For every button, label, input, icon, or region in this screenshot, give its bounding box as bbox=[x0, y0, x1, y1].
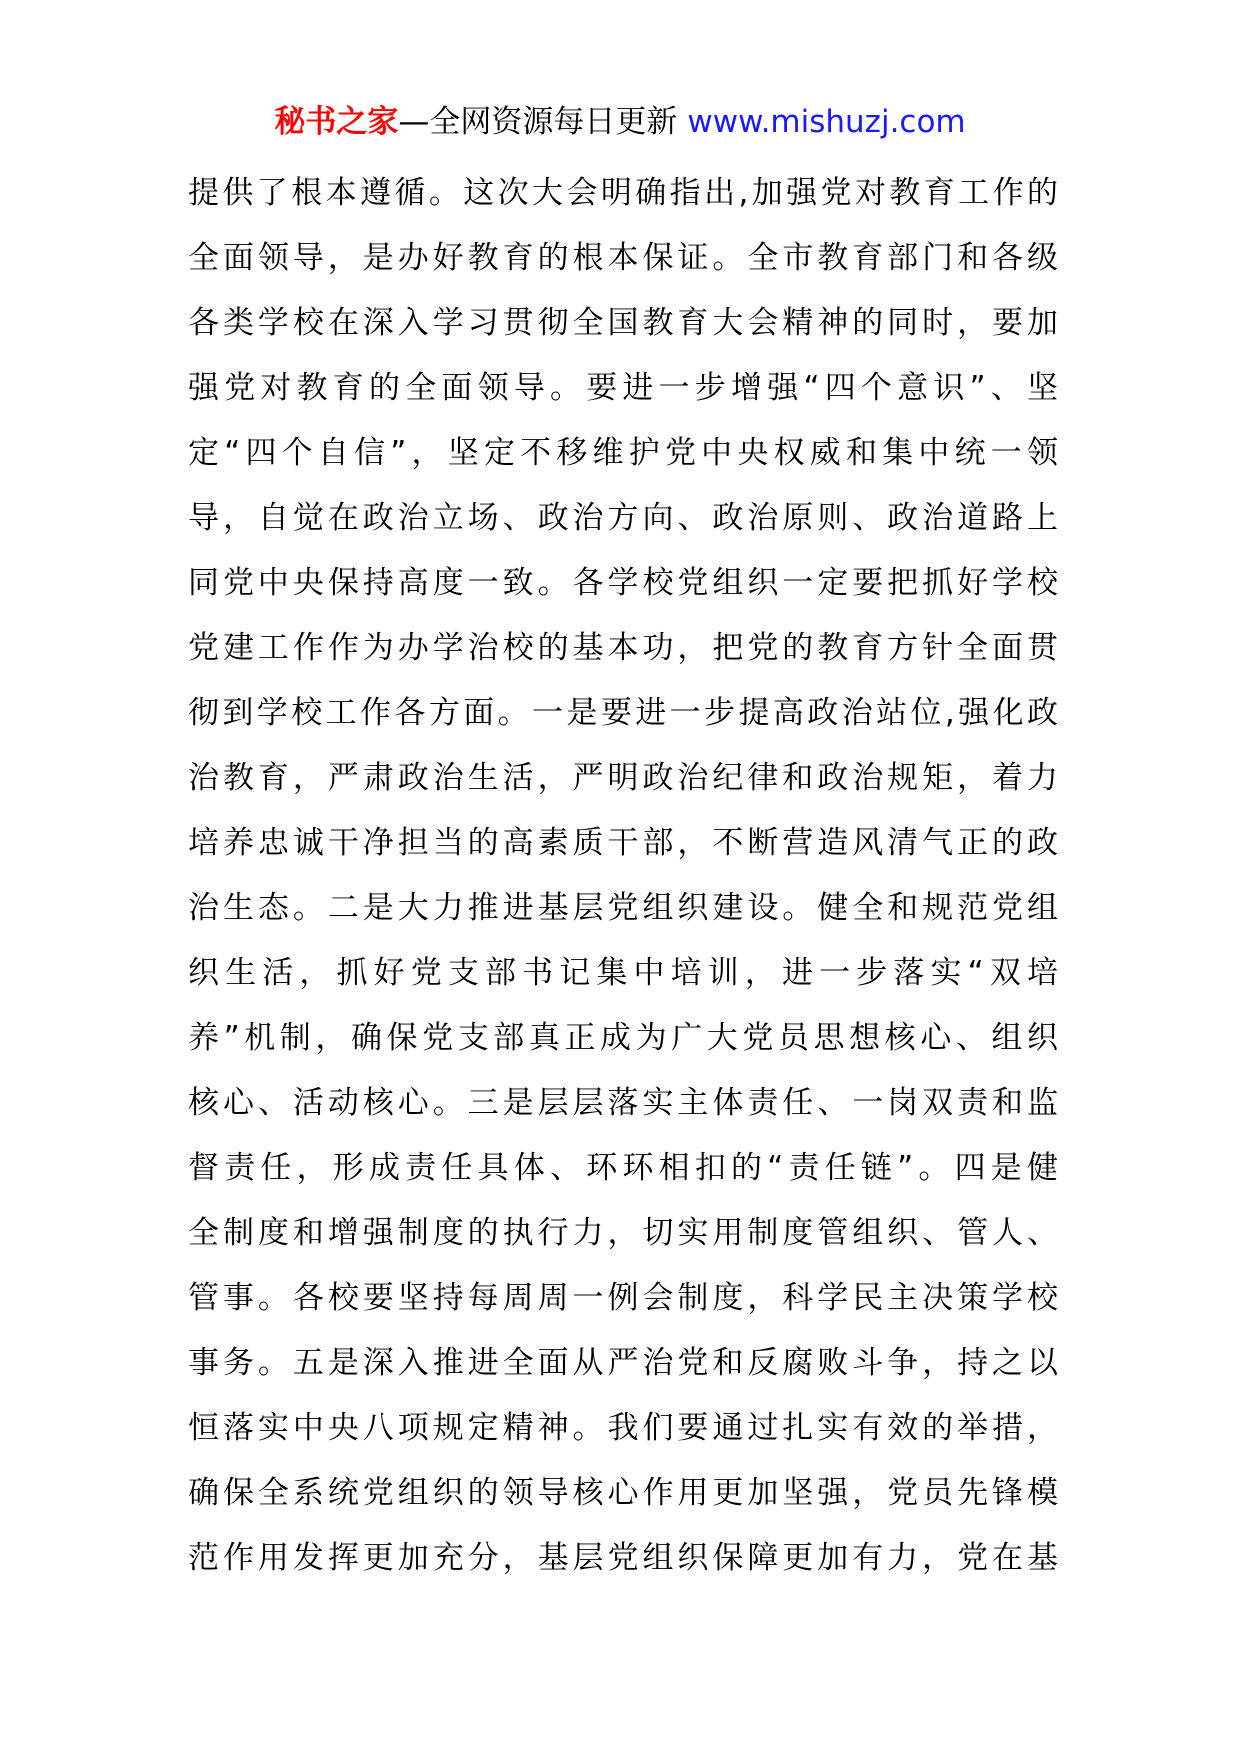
document-body bbox=[188, 161, 1058, 1591]
text-line: 同党中央保持高度一致。各学校党组织一定要把抓好学校 bbox=[188, 565, 1058, 601]
header-tagline: —全网资源每日更新 bbox=[398, 104, 678, 140]
text-line: 提供了根本遵循。这次大会明确指出,加强党对教育工作的 bbox=[188, 175, 1058, 211]
text-line: 全面领导，是办好教育的根本保证。全市教育部门和各级 bbox=[188, 240, 1058, 276]
text-line: 范作用发挥更加充分，基层党组织保障更加有力，党在基 bbox=[188, 1540, 1058, 1576]
brand-name: 秘书之家 bbox=[274, 104, 399, 140]
text-line: 养”机制，确保党支部真正成为广大党员思想核心、组织 bbox=[188, 1020, 1058, 1056]
text-line: 治教育，严肃政治生活，严明政治纪律和政治规矩，着力 bbox=[188, 760, 1058, 796]
text-line: 恒落实中央八项规定精神。我们要通过扎实有效的举措， bbox=[188, 1410, 1058, 1446]
text-line: 彻到学校工作各方面。一是要进一步提高政治站位,强化政 bbox=[188, 695, 1058, 731]
text-line: 确保全系统党组织的领导核心作用更加坚强，党员先锋模 bbox=[188, 1475, 1058, 1511]
website-link[interactable]: www.mishuzj.com bbox=[687, 104, 966, 140]
text-line: 强党对教育的全面领导。要进一步增强“四个意识”、坚 bbox=[188, 370, 1058, 406]
text-line: 导，自觉在政治立场、政治方向、政治原则、政治道路上 bbox=[188, 500, 1058, 536]
text-line: 党建工作作为办学治校的基本功，把党的教育方针全面贯 bbox=[188, 630, 1058, 666]
text-line: 培养忠诚干净担当的高素质干部，不断营造风清气正的政 bbox=[188, 825, 1058, 861]
page-header bbox=[0, 100, 1240, 144]
text-line: 核心、活动核心。三是层层落实主体责任、一岗双责和监 bbox=[188, 1085, 1058, 1121]
text-line: 治生态。二是大力推进基层党组织建设。健全和规范党组 bbox=[188, 890, 1058, 926]
text-line: 管事。各校要坚持每周周一例会制度，科学民主决策学校 bbox=[188, 1280, 1058, 1316]
text-line: 督责任，形成责任具体、环环相扣的“责任链”。四是健 bbox=[188, 1150, 1058, 1186]
text-line: 事务。五是深入推进全面从严治党和反腐败斗争，持之以 bbox=[188, 1345, 1058, 1381]
text-line: 各类学校在深入学习贯彻全国教育大会精神的同时，要加 bbox=[188, 305, 1058, 341]
text-line: 织生活，抓好党支部书记集中培训，进一步落实“双培 bbox=[188, 955, 1058, 991]
text-line: 全制度和增强制度的执行力，切实用制度管组织、管人、 bbox=[188, 1215, 1058, 1251]
text-line: 定“四个自信”，坚定不移维护党中央权威和集中统一领 bbox=[188, 435, 1058, 471]
